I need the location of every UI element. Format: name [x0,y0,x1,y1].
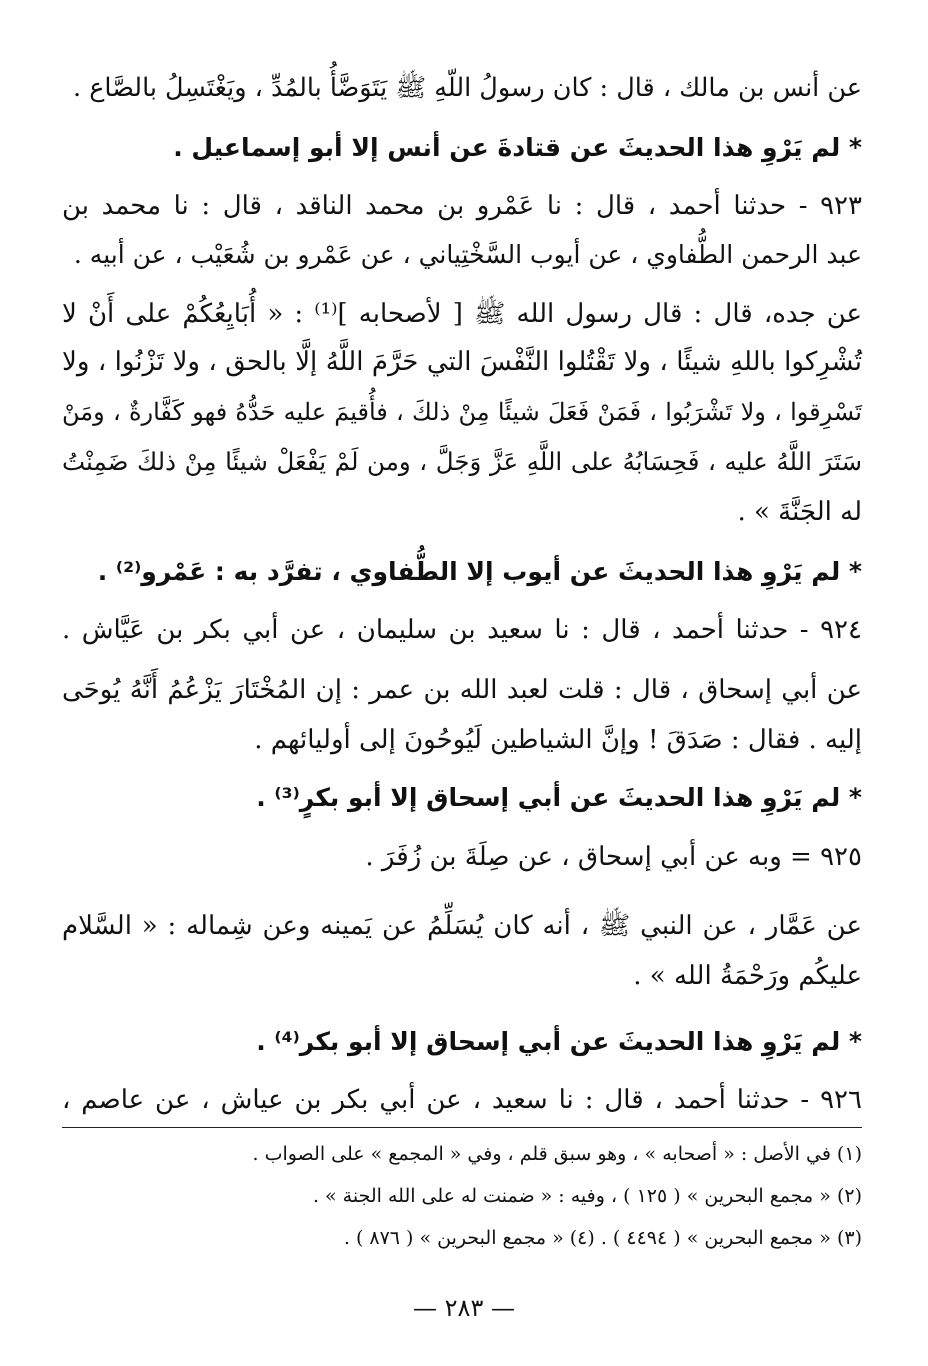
hadith-923-line-3: عن جده، قال : قال رسول الله ﷺ [ لأصحابه ]⁽¹⁾ : « أُبَايِعُكُمْ على أَنْ لا [62,299,862,329]
footnote-1: (١) في الأصل : « أصحابه » ، وهو سبق قلم ، وفي « المجمع » على الصواب . [252,1143,862,1165]
page-number: — ٢٨٣ — [413,1294,515,1322]
text-line-1: عن أنس بن مالك ، قال : كان رسولُ اللّهِ ﷺ يَتَوَضَّأُ بالمُدِّ ، ويَغْتَسِلُ بالصَّاع . [73,73,862,103]
note-line-925: * لم يَرْوِ هذا الحديثَ عن أبي إسحاق إلا أبو بكر⁽⁴⁾ . [256,1027,862,1056]
hadith-924-line-1: ٩٢٤ - حدثنا أحمد ، قال : نا سعيد بن سليمان ، عن أبي بكر بن عَيَّاش . [62,615,862,645]
note-line-923: * لم يَرْوِ هذا الحديثَ عن أيوب إلا الطُّفاوي ، تفرَّد به : عَمْرو⁽²⁾ . [97,557,862,586]
hadith-925-line-2: عن عَمَّار ، عن النبي ﷺ ، أنه كان يُسَلِّمُ عن يَمينه وعن شِماله : « السَّلام [62,911,862,941]
footnote-divider [62,1127,862,1128]
footnote-3-4: (٣) « مجمع البحرين » ( ٤٤٩٤ ) . (٤) « مجمع البحرين » ( ٨٧٦ ) . [343,1227,862,1249]
hadith-923-line-1: ٩٢٣ - حدثنا أحمد ، قال : نا عَمْرو بن محمد الناقد ، قال : نا محمد بن [62,191,862,221]
hadith-923-line-7: له الجَنَّةَ » . [737,497,862,527]
note-line-922: * لم يَرْوِ هذا الحديثَ عن قتادةَ عن أنس إلا أبو إسماعيل . [173,133,862,162]
hadith-923-line-2: عبد الرحمن الطُّفاوي ، عن أيوب السَّخْتِياني ، عن عَمْرو بن شُعَيْب ، عن أبيه . [73,240,862,269]
hadith-923-line-5: تَسْرِقوا ، ولا تَشْرَبُوا ، فَمَنْ فَعَلَ شيئًا مِنْ ذلكَ ، فأُقيمَ عليه حَدُّهُ فهو كَفَّارةٌ ، ومَنْ [62,398,862,426]
note-line-924: * لم يَرْوِ هذا الحديثَ عن أبي إسحاق إلا أبو بكرٍ⁽³⁾ . [256,783,862,812]
hadith-925-line-3: عليكُم ورَحْمَةُ الله » . [633,961,862,991]
footnote-2: (٢) « مجمع البحرين » ( ١٢٥ ) ، وفيه : « ضمنت له على الله الجنة » . [312,1185,862,1207]
hadith-923-line-6: سَتَرَ اللَّهُ عليه ، فَحِسَابُهُ على اللَّهِ عَزَّ وَجَلَّ ، ومن لَمْ يَفْعَلْ شيئًا مِنْ ذلكَ ضَمِنْتُ [62,447,862,476]
hadith-924-line-2: عن أبي إسحاق ، قال : قلت لعبد الله بن عمر : إن المُخْتَارَ يَزْعُمُ أَنَّهُ يُوحَى [62,675,862,705]
hadith-925-line-1: ٩٢٥ = وبه عن أبي إسحاق ، عن صِلَةَ بن زُفَرَ . [365,842,862,872]
hadith-923-line-4: تُشْرِكوا باللهِ شيئًا ، ولا تَقْتُلوا النَّفْسَ التي حَرَّمَ اللَّهُ إلَّا بالحق ، ولا تَزْنُوا ، ولا [62,347,862,377]
hadith-926-line-1: ٩٢٦ - حدثنا أحمد ، قال : نا سعيد ، عن أبي بكر بن عياش ، عن عاصم ، [62,1085,862,1115]
hadith-924-line-3: إليه . فقال : صَدَقَ ! وإنَّ الشياطين لَيُوحُونَ إلى أوليائهم . [254,725,862,755]
